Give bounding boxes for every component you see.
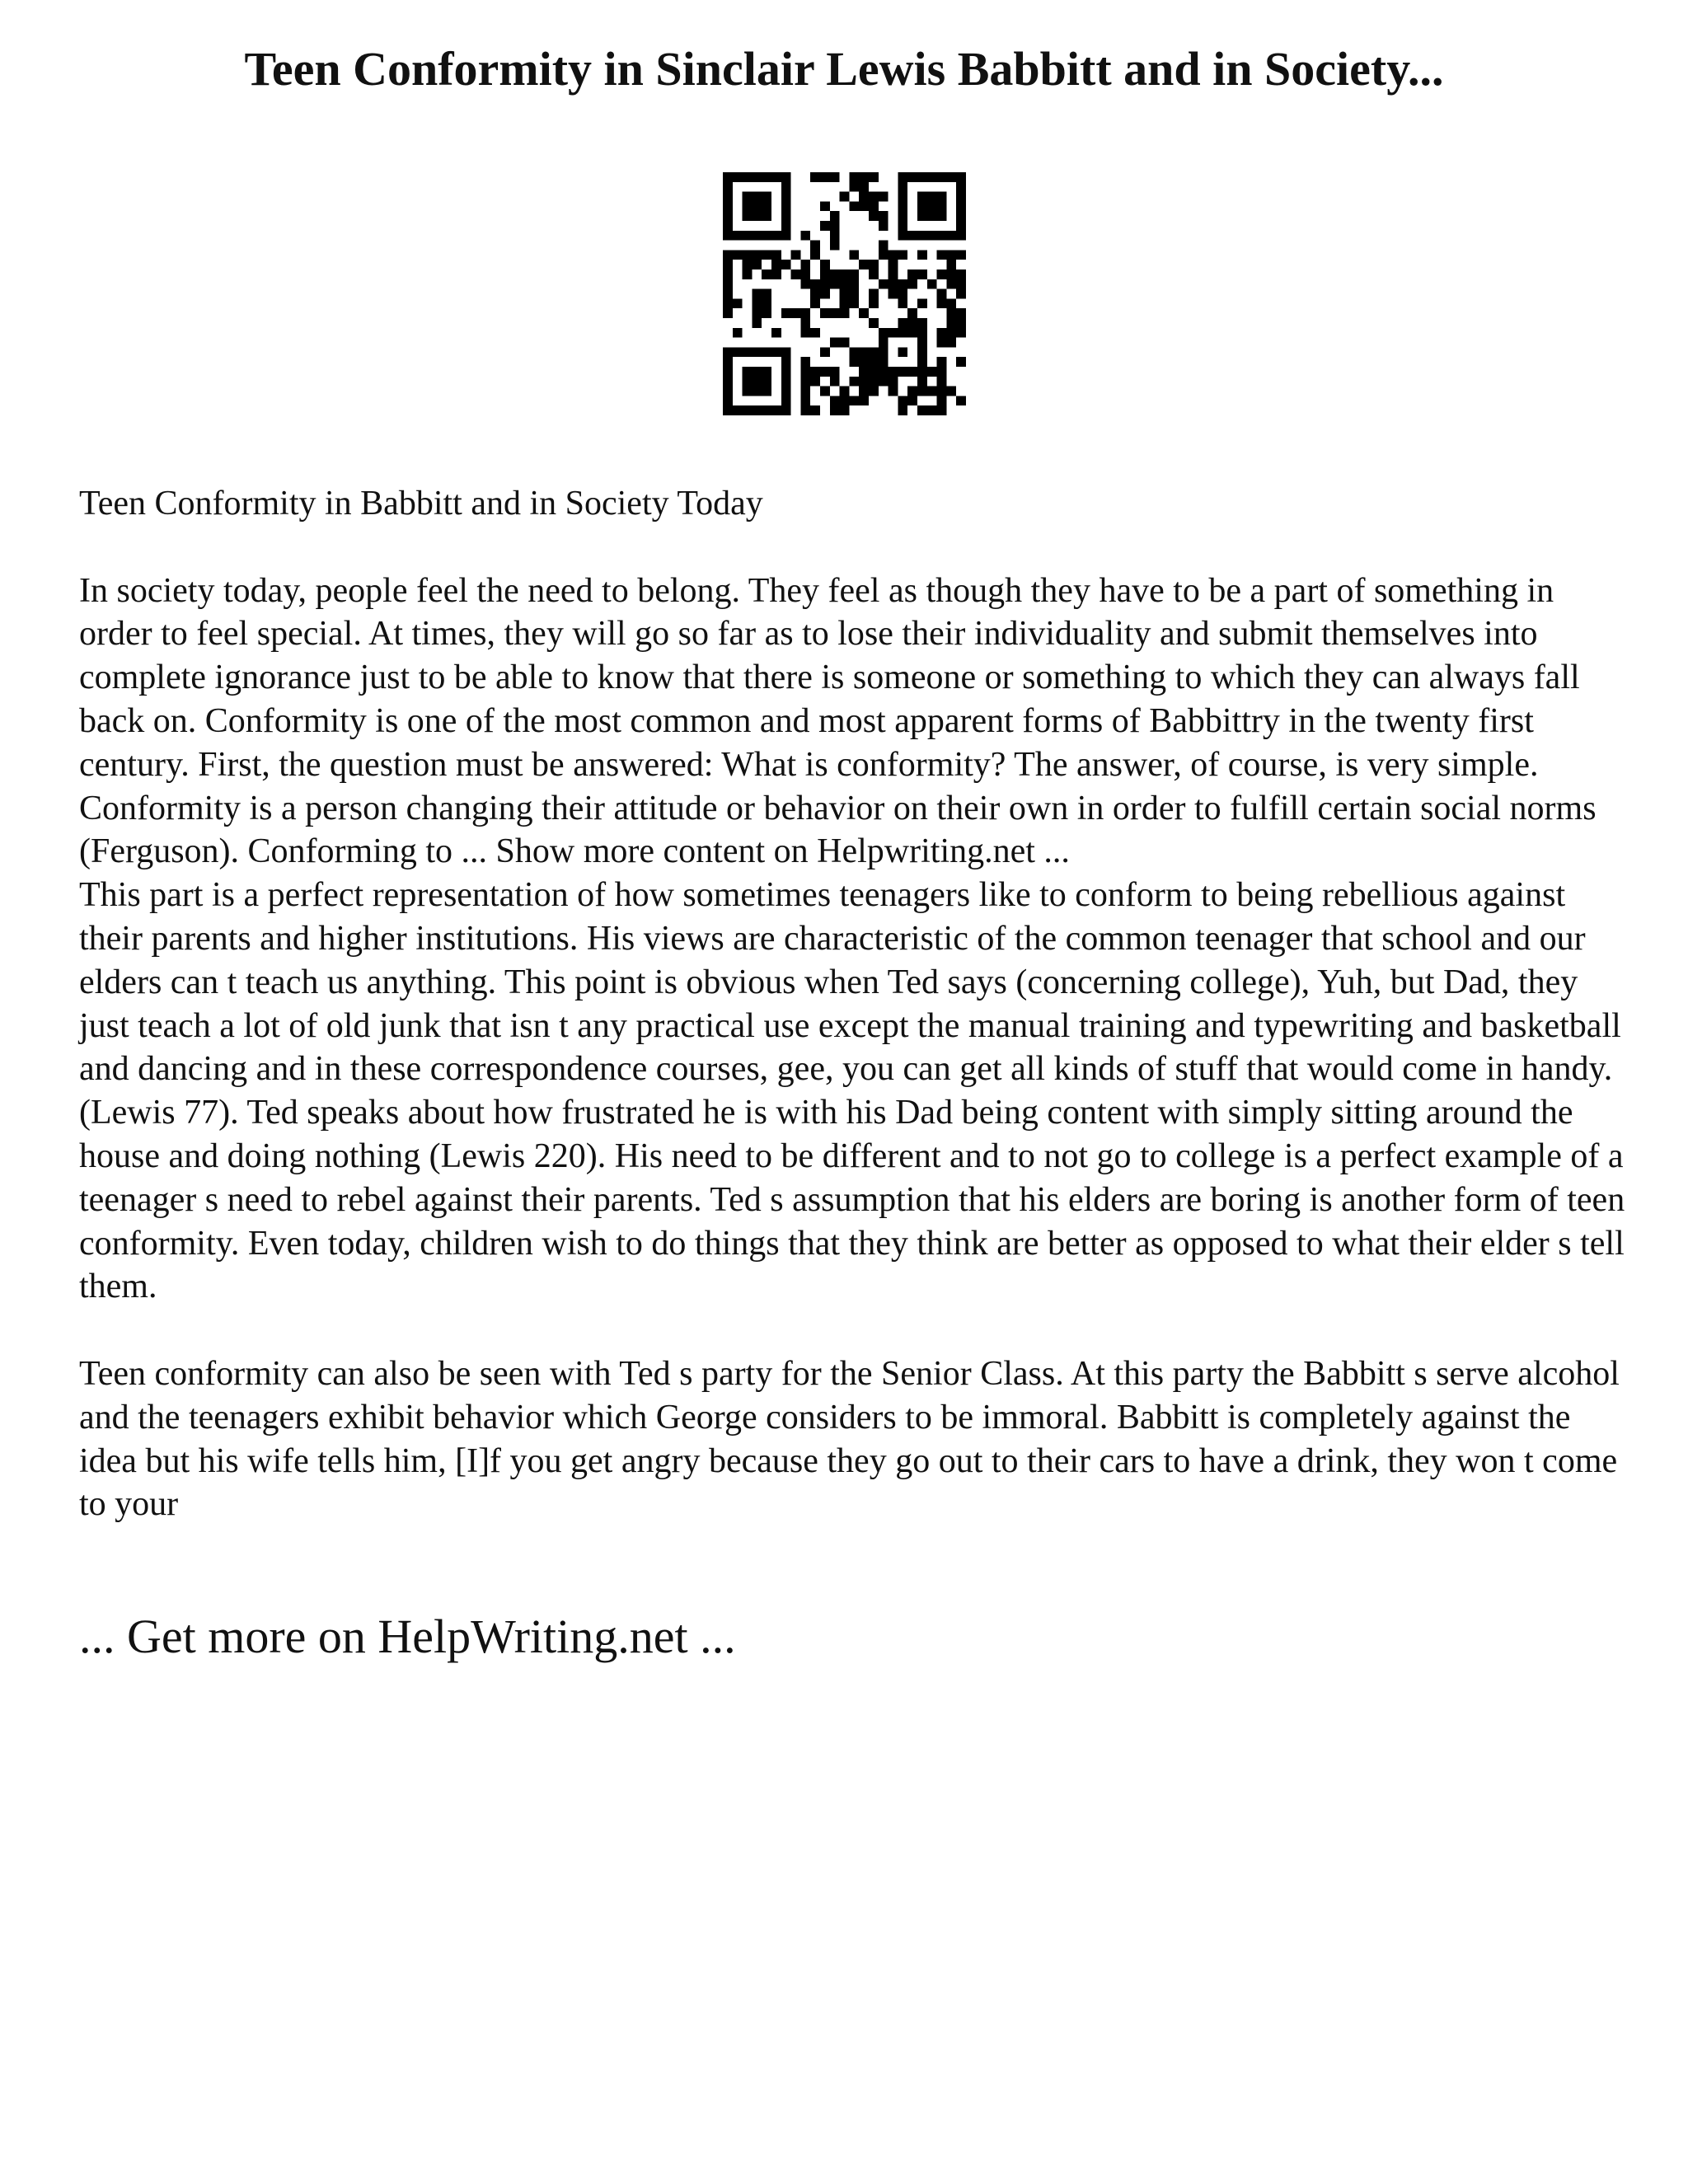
paragraph-3: Teen conformity can also be seen with Ted s party for the Senior Class. At this party the Babbitt s serve alcohol and the teenagers exhibit behavior which George considers to be immoral. Babbitt is completely against the idea but his wife tells him, [I]f you get angry because they go out to their cars to have a drink, they won t come to your	[79, 1354, 1620, 1524]
document-title: Teen Conformity in Sinclair Lewis Babbitt and in Society...	[244, 42, 1444, 96]
get-more-link[interactable]: ... Get more on HelpWriting.net ...	[79, 1610, 736, 1663]
paragraph-1: In society today, people feel the need to belong. They feel as though they have to be a part of something in order to feel special. At times, they will go so far as to lose their individuality and submit themselves into complete ignorance just to be able to know that there is someone or something to which they can always fall back on. Conformity is one of the most common and most apparent forms of Babbittry in the twenty first century. First, the question must be answered: What is conformity? The answer, of course, is very simple. Conformity is a person changing their attitude or behavior on their own in order to fulfill certain social norms (Ferguson). Conforming to ... Show more content on Helpwriting.net ...	[79, 571, 1597, 871]
paragraph-2: This part is a perfect representation of how sometimes teenagers like to conform to being rebellious against their parents and higher institutions. His views are characteristic of the common teenager that school and our elders can t teach us anything. This point is obvious when Ted says (concerning college), Yuh, but Dad, they just teach a lot of old junk that isn t any practical use except the manual training and typewriting and basketball and dancing and in these correspondence courses, gee, you can get all kinds of stuff that would come in handy. (Lewis 77). Ted speaks about how frustrated he is with his Dad being content with simply sitting around the house and doing nothing (Lewis 220). His need to be different and to not go to college is a perfect example of a teenager s need to rebel against their parents. Ted s assumption that his elders are boring is another form of teen conformity. Even today, children wish to do things that they think are better as opposed to what their elder s tell them.	[79, 876, 1625, 1306]
document-body	[79, 482, 1629, 1526]
paragraph-gap	[79, 1309, 1629, 1352]
qr-code-icon	[723, 172, 966, 415]
document-subtitle: Teen Conformity in Babbitt and in Society Today	[79, 485, 763, 523]
